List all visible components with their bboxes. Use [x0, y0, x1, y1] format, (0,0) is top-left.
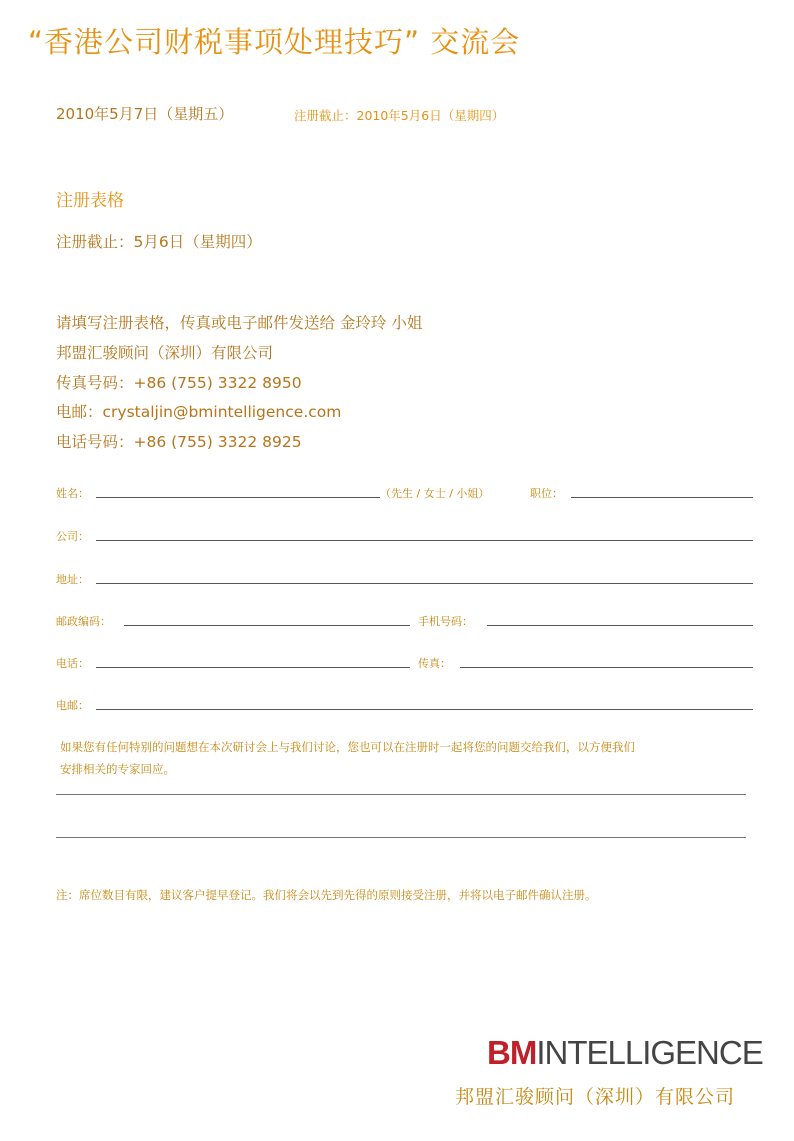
mobile-field[interactable] [487, 625, 753, 626]
tel-label: 电话： [56, 657, 89, 670]
fax-field[interactable] [460, 667, 753, 668]
questions-answer-line-1[interactable] [56, 794, 746, 795]
questions-text-line2: 安排相关的专家回应。 [60, 762, 175, 776]
contact-phone: 电话号码：+86 (755) 3322 8925 [56, 433, 302, 451]
logo-intelligence: INTELLIGENCE [536, 1034, 763, 1071]
form-section-title: 注册表格 [56, 191, 124, 211]
tel-field[interactable] [96, 667, 410, 668]
registration-deadline: 注册截止：2010年5月6日（星期四） [294, 108, 505, 123]
contact-company: 邦盟汇骏顾问（深圳）有限公司 [56, 344, 274, 362]
contact-fax: 传真号码：+86 (755) 3322 8950 [56, 374, 302, 392]
contact-email: 电邮：crystaljin@bmintelligence.com [56, 403, 342, 421]
footnote: 注：席位数目有限，建议客户提早登记。我们将会以先到先得的原则接受注册，并将以电子邮件确认注册。 [56, 888, 597, 902]
form-section-deadline: 注册截止：5月6日（星期四） [56, 233, 262, 251]
email-label: 电邮： [56, 699, 89, 712]
fax-label: 传真： [418, 657, 451, 670]
company-field[interactable] [96, 540, 753, 541]
postcode-field[interactable] [124, 625, 410, 626]
email-field[interactable] [96, 709, 753, 710]
company-logo [487, 1034, 763, 1072]
postcode-label: 邮政编码： [56, 615, 111, 628]
title-options: （先生 / 女士 / 小姐） [380, 487, 490, 500]
contact-instruction: 请填写注册表格，传真或电子邮件发送给 金玲玲 小姐 [56, 314, 423, 332]
position-field[interactable] [571, 497, 753, 498]
name-label: 姓名： [56, 487, 89, 500]
address-label: 地址： [56, 573, 89, 586]
position-label: 职位： [530, 487, 563, 500]
questions-answer-line-2[interactable] [56, 837, 746, 838]
company-label: 公司： [56, 530, 89, 543]
logo-company-name: 邦盟汇骏顾问（深圳）有限公司 [455, 1086, 736, 1108]
event-title: “香港公司财税事项处理技巧” 交流会 [28, 25, 521, 59]
mobile-label: 手机号码： [418, 615, 473, 628]
name-field[interactable] [96, 497, 380, 498]
address-field[interactable] [96, 583, 753, 584]
logo-bm: BM [487, 1034, 537, 1071]
questions-text-line1: 如果您有任何特别的问题想在本次研讨会上与我们讨论，您也可以在注册时一起将您的问题交给我们，以方便我们 [60, 740, 635, 754]
event-date: 2010年5月7日（星期五） [56, 105, 234, 123]
